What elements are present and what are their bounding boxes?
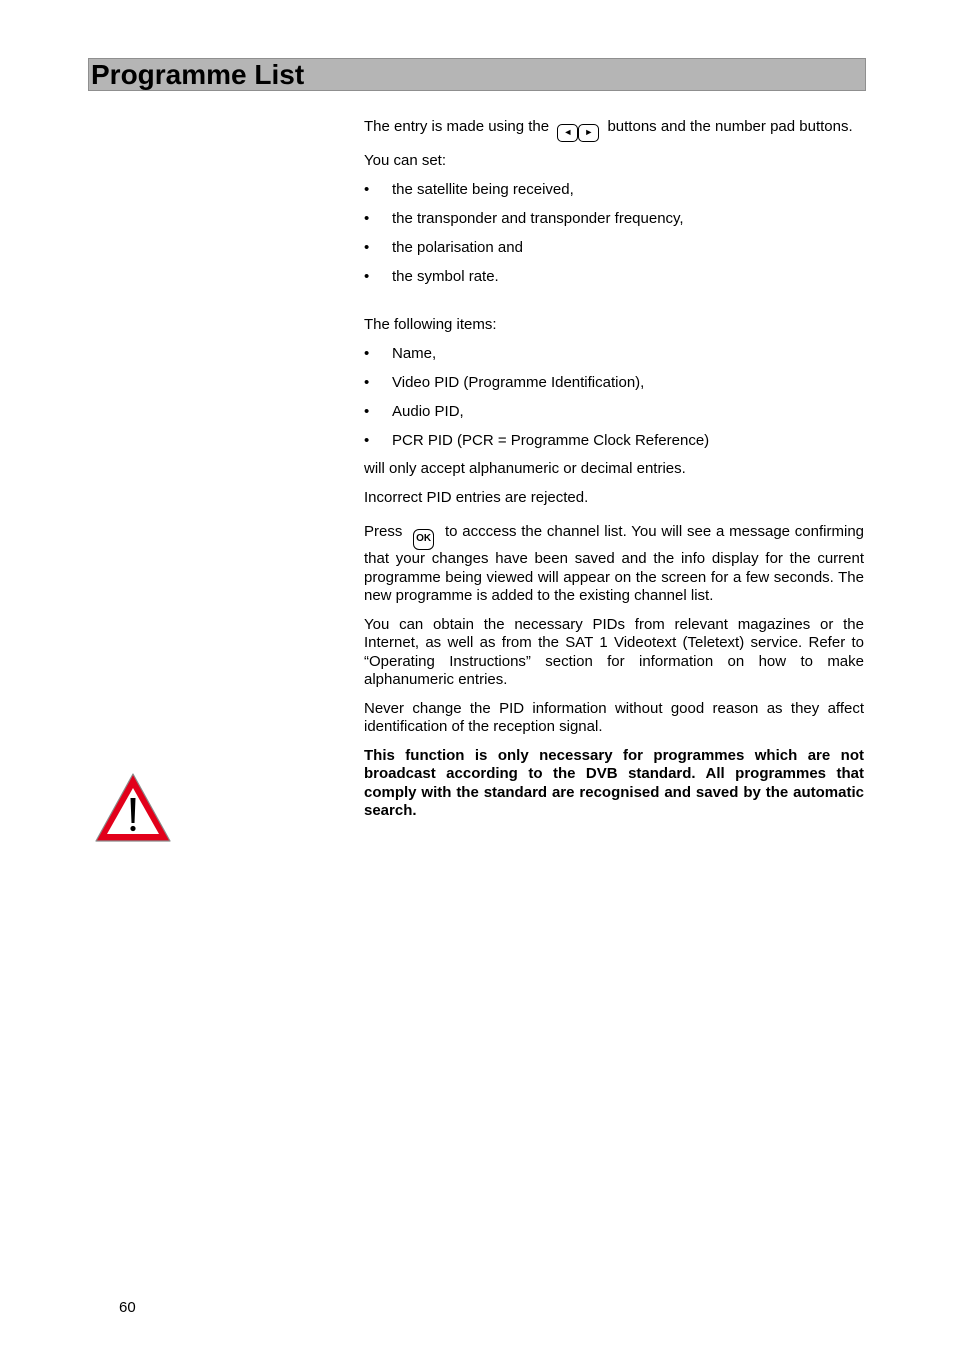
entry-text-end: buttons and the number pad buttons.	[607, 118, 853, 135]
list-item: • the symbol rate.	[364, 268, 864, 287]
warning-triangle-icon	[93, 771, 173, 843]
list-item: • the transponder and transponder frequency,	[364, 210, 864, 229]
following-items: The following items:	[364, 315, 497, 333]
warning-text: This function is only necessary for programmes which are not broadcast according to the DVB standard. All programmes that comply with the standard are recognised and saved by the automatic search.	[364, 746, 864, 819]
list-item: • the satellite being received,	[364, 181, 864, 200]
main-content	[364, 118, 864, 821]
page-number: 60	[119, 1299, 136, 1316]
pids-paragraph: You can obtain the necessary PIDs from relevant magazines or the Internet, as well as from the SAT 1 Videotext (Teletext) service. Refer to “Operating Instructions” section for information on how to make alphanumeric entries.	[364, 615, 864, 688]
entry-text-start: The entry is made using the	[364, 118, 550, 135]
list-item: • Video PID (Programme Identification),	[364, 374, 864, 393]
press-text: Press	[364, 523, 403, 540]
you-can-set: You can set:	[364, 152, 447, 169]
left-arrow-key-icon: ◄	[557, 124, 578, 142]
ok-key-icon: OK	[413, 529, 434, 550]
list-item: • Audio PID,	[364, 403, 864, 422]
press-ok-paragraph	[364, 523, 864, 606]
accept-entries: will only accept alphanumeric or decimal entries.	[364, 460, 686, 477]
list-item: • the polarisation and	[364, 239, 864, 258]
set-list	[364, 181, 864, 287]
page-title: Programme List	[91, 59, 305, 90]
list-item: • Name,	[364, 345, 864, 364]
entry-paragraph	[364, 118, 864, 142]
never-change-paragraph: Never change the PID information without good reason as they affect identification of the reception signal.	[364, 699, 864, 735]
title-bar	[88, 58, 866, 91]
items-list	[364, 345, 864, 451]
arrow-buttons	[557, 118, 599, 142]
press-text-rest: to acccess the channel list. You will see a message confirming that your changes have been saved and the info display for the current programme being viewed will appear on the screen for a few seconds. The new programme is added to the existing channel list.	[364, 523, 865, 604]
right-arrow-key-icon: ►	[578, 124, 599, 142]
list-item: • PCR PID (PCR = Programme Clock Reference)	[364, 432, 864, 451]
rejected-entries: Incorrect PID entries are rejected.	[364, 488, 589, 506]
